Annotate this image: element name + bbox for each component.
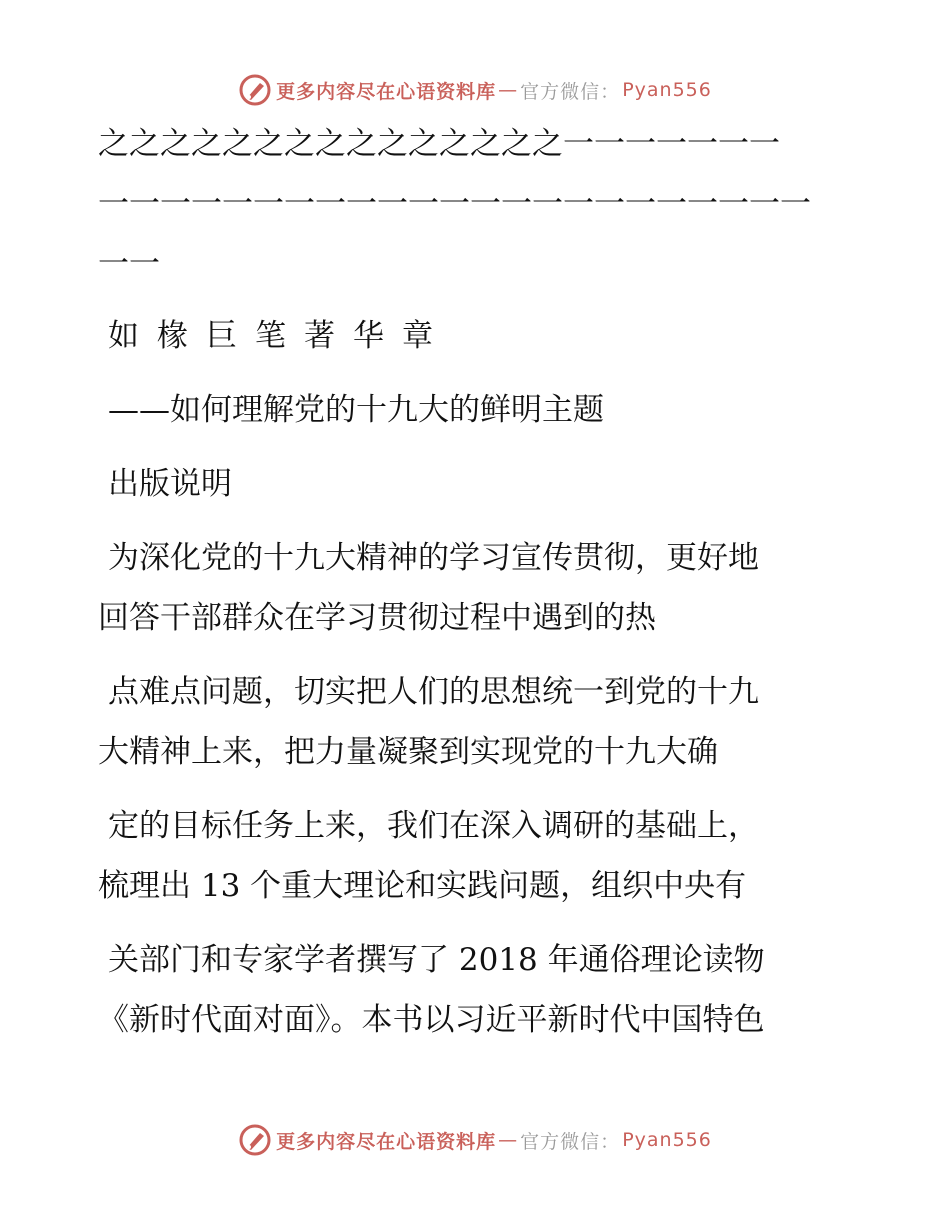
paragraph-line-8: 《新时代面对面》。本书以习近平新时代中国特色 [98, 1002, 765, 1038]
header-banner [0, 70, 950, 110]
banner-brand-text: 更多内容尽在心语资料库 [276, 1130, 497, 1153]
paragraph-line-6: 梳理出 13 个重大理论和实践问题，组织中央有 [98, 868, 747, 904]
paragraph-line-7: 关部门和专家学者撰写了 2018 年通俗理论读物 [108, 942, 765, 978]
banner-separator: — [498, 79, 519, 101]
text-line-1: 之之之之之之之之之之之之之之之一一一一一一一 [98, 126, 780, 162]
paragraph-line-1: 为深化党的十九大精神的学习宣传贯彻，更好地 [108, 540, 759, 576]
banner-wechat-id: Pyan556 [622, 1129, 712, 1151]
text-line-2: 一一一一一一一一一一一一一一一一一一一一一一一 [98, 186, 811, 222]
pen-logo-icon [238, 1123, 272, 1157]
banner-wechat-id: Pyan556 [622, 79, 712, 101]
paragraph-line-3: 点难点问题，切实把人们的思想统一到党的十九 [108, 674, 759, 710]
banner-brand-text: 更多内容尽在心语资料库 [276, 80, 497, 103]
page-title: 如椽巨笔著华章 [108, 318, 451, 354]
text-line-3: 一一 [98, 246, 160, 282]
paragraph-line-5: 定的目标任务上来，我们在深入调研的基础上， [108, 808, 759, 844]
paragraph-line-2: 回答干部群众在学习贯彻过程中遇到的热 [98, 600, 656, 636]
page-subtitle: ——如何理解党的十九大的鲜明主题 [108, 392, 604, 428]
banner-wechat-label: 官方微信： [520, 1130, 621, 1153]
pen-logo-icon [238, 73, 272, 107]
footer-banner [0, 1120, 950, 1160]
section-heading: 出版说明 [108, 466, 232, 502]
banner-wechat-label: 官方微信： [520, 80, 621, 103]
banner-separator: — [498, 1129, 519, 1151]
paragraph-line-4: 大精神上来，把力量凝聚到实现党的十九大确 [98, 734, 718, 770]
